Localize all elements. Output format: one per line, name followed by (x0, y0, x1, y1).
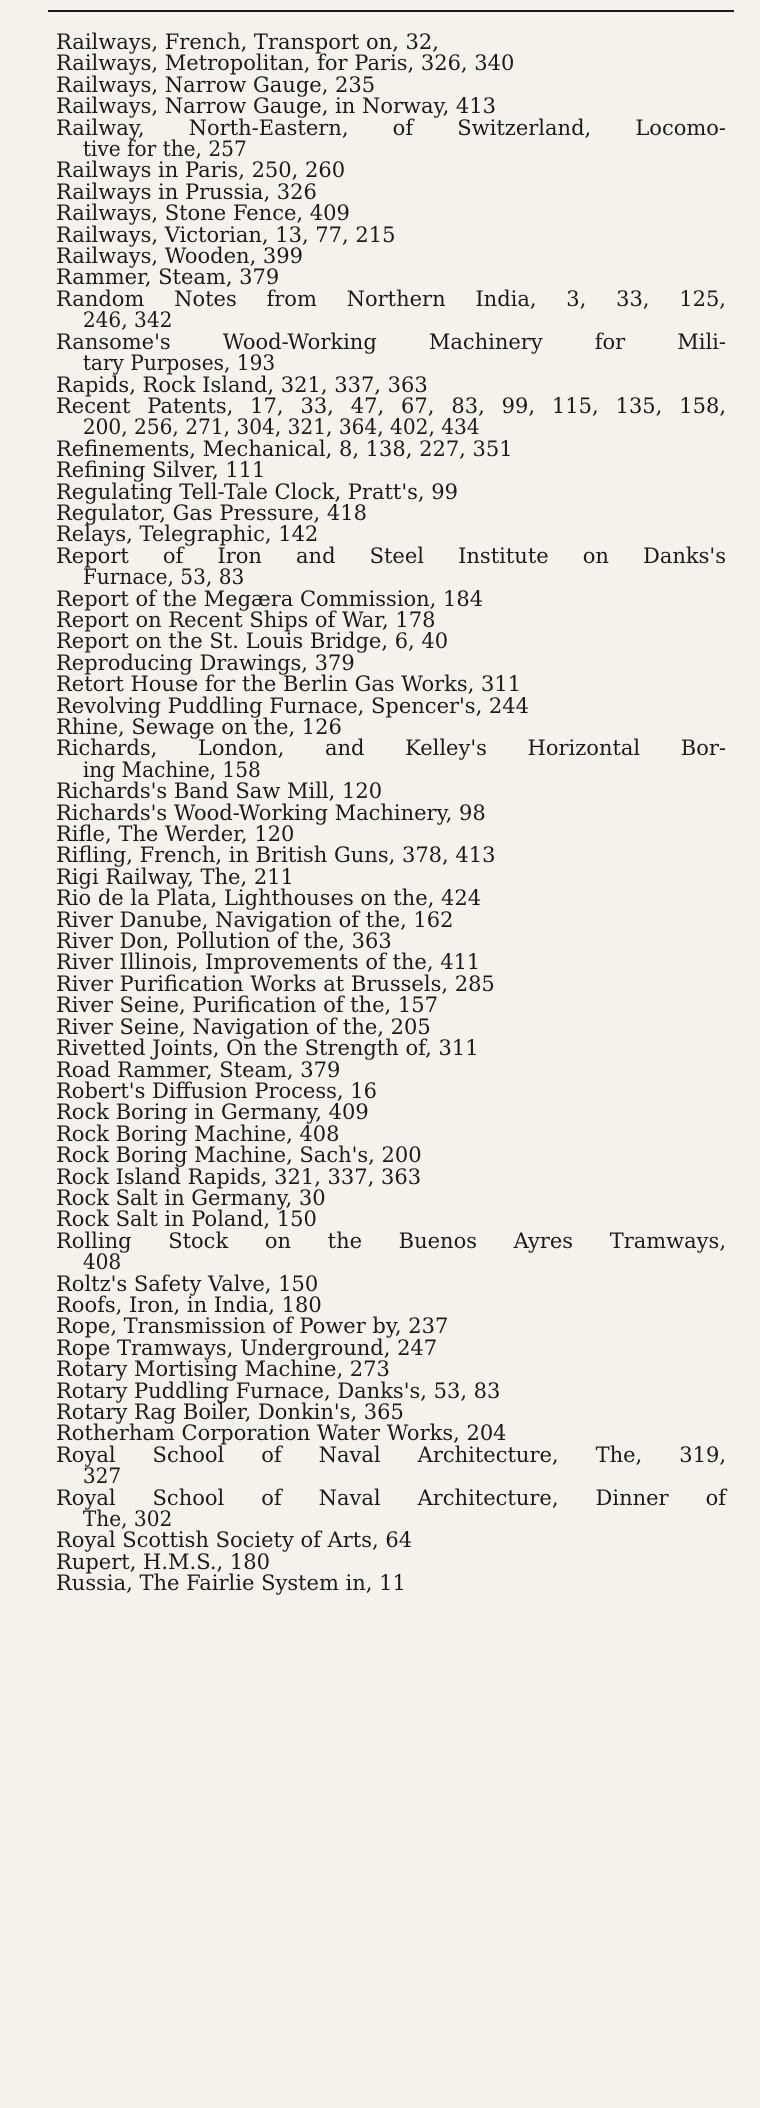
index-entry (56, 1549, 726, 1574)
index-entry (56, 586, 726, 611)
entry-text: Rock Island Rapids, 321, 337, 363 (56, 1164, 422, 1189)
entry-text: Richards's Band Saw Mill, 120 (56, 779, 383, 804)
index-entry (56, 1423, 726, 1444)
entry-text: River Illinois, Improvements of the, 411 (56, 950, 481, 975)
index-entry (56, 888, 726, 909)
index-entry (56, 393, 726, 440)
index-entry (56, 372, 726, 397)
top-rule (48, 10, 734, 12)
index-entry (56, 845, 726, 866)
index-entry (56, 96, 726, 117)
index-entry (56, 907, 726, 932)
index-entry (56, 460, 726, 481)
entry-text: Royal Scottish Society of Arts, 64 (56, 1528, 413, 1553)
index-list (56, 32, 726, 1595)
entry-text: Railways in Paris, 250, 260 (56, 158, 346, 183)
entry-text: Report of Iron and Steel Institute on Danks's (56, 543, 726, 568)
entry-text: Random Notes from Northern India, 3, 33, 125, (56, 286, 726, 311)
entry-text: Rolling Stock on the Buenos Ayres Tramways, (56, 1228, 726, 1253)
entry-continuation: 327 (82, 1464, 122, 1489)
entry-text: Royal School of Naval Architecture, The, 319, (56, 1442, 726, 1467)
index-entry (56, 1402, 726, 1423)
entry-text: Robert's Diffusion Process, 16 (56, 1078, 377, 1103)
entry-text: Rivetted Joints, On the Strength of, 311 (56, 1036, 479, 1061)
entry-text: Rope, Transmission of Power by, 237 (56, 1314, 449, 1339)
index-entry (56, 32, 726, 53)
index-entry (56, 72, 726, 97)
entry-text: Refining Silver, 111 (56, 458, 266, 483)
entry-text: Richards, London, and Kelley's Horizontal Bor- (56, 736, 726, 761)
index-entry (56, 1573, 726, 1594)
index-entry (56, 800, 726, 825)
entry-continuation: ing Machine, 158 (82, 757, 261, 782)
index-entry (56, 1485, 726, 1532)
entry-text: Royal School of Naval Architecture, Dinner of (56, 1485, 726, 1510)
index-entry (56, 781, 726, 802)
index-entry (56, 1145, 726, 1166)
index-entry (56, 1228, 726, 1275)
index-entry (56, 524, 726, 545)
entry-text: Regulating Tell-Tale Clock, Pratt's, 99 (56, 479, 458, 504)
entry-text: Railways, Narrow Gauge, in Norway, 413 (56, 94, 497, 119)
entry-text: Reproducing Drawings, 379 (56, 650, 355, 675)
index-entry (56, 1014, 726, 1039)
entry-text: Rio de la Plata, Lighthouses on the, 424 (56, 886, 482, 911)
entry-text: Railways, French, Transport on, 32, (56, 30, 439, 54)
entry-text: Railways in Prussia, 326 (56, 179, 317, 204)
entry-text: Russia, The Fairlie System in, 11 (56, 1571, 406, 1596)
entry-text: River Seine, Purification of the, 157 (56, 993, 438, 1018)
entry-text: Railways, Narrow Gauge, 235 (56, 72, 376, 97)
index-entry (56, 1335, 726, 1360)
entry-text: Revolving Puddling Furnace, Spencer's, 244 (56, 693, 530, 718)
index-entry (56, 1359, 726, 1380)
index-entry (56, 931, 726, 952)
index-entry (56, 650, 726, 675)
entry-text: Rock Salt in Germany, 30 (56, 1185, 326, 1210)
entry-text: Rifling, French, in British Guns, 378, 413 (56, 843, 496, 868)
index-entry (56, 1078, 726, 1103)
index-entry (56, 436, 726, 461)
entry-continuation: tary Purposes, 193 (82, 351, 276, 376)
entry-continuation: 246, 342 (82, 308, 173, 333)
entry-text: Rotary Mortising Machine, 273 (56, 1357, 390, 1382)
index-entry (56, 222, 726, 247)
entry-text: Rigi Railway, The, 211 (56, 864, 294, 889)
entry-text: River Purification Works at Brussels, 285 (56, 971, 495, 996)
index-entry (56, 824, 726, 845)
entry-text: Roltz's Safety Valve, 150 (56, 1271, 319, 1296)
entry-text: River Danube, Navigation of the, 162 (56, 907, 454, 932)
index-entry (56, 738, 726, 781)
entry-text: Report of the Megæra Commission, 184 (56, 586, 484, 611)
index-entry (56, 1057, 726, 1082)
index-entry (56, 160, 726, 181)
index-entry (56, 1292, 726, 1317)
entry-text: Rifle, The Werder, 120 (56, 822, 295, 847)
index-entry (56, 543, 726, 590)
entry-text: Recent Patents, 17, 33, 47, 67, 83, 99, 115, 135, 158, (56, 393, 726, 418)
entry-text: Rock Boring in Germany, 409 (56, 1100, 369, 1125)
entry-continuation: 408 (82, 1250, 122, 1275)
entry-text: Rope Tramways, Underground, 247 (56, 1335, 438, 1360)
index-entry (56, 1038, 726, 1059)
index-entry (56, 329, 726, 376)
index-entry (56, 1271, 726, 1296)
entry-text: Retort House for the Berlin Gas Works, 311 (56, 672, 522, 697)
entry-text: Railways, Metropolitan, for Paris, 326, 340 (56, 51, 515, 76)
index-entry (56, 53, 726, 74)
index-entry (56, 952, 726, 973)
entry-text: Richards's Wood-Working Machinery, 98 (56, 800, 486, 825)
entry-text: Rammer, Steam, 379 (56, 265, 280, 290)
entry-continuation: tive for the, 257 (82, 137, 247, 162)
index-entry (56, 479, 726, 504)
entry-text: Rock Boring Machine, 408 (56, 1121, 340, 1146)
entry-text: Roofs, Iron, in India, 180 (56, 1292, 322, 1317)
entry-text: Ransome's Wood-Working Machinery for Mili- (56, 329, 726, 354)
index-entry (56, 1185, 726, 1210)
entry-text: Regulator, Gas Pressure, 418 (56, 500, 367, 525)
index-entry (56, 1442, 726, 1489)
entry-continuation: Furnace, 53, 83 (82, 565, 245, 590)
entry-text: Rock Salt in Poland, 150 (56, 1207, 317, 1232)
entry-text: Rock Boring Machine, Sach's, 200 (56, 1143, 422, 1168)
index-entry (56, 246, 726, 267)
entry-text: Rapids, Rock Island, 321, 337, 363 (56, 372, 428, 397)
entry-text: River Seine, Navigation of the, 205 (56, 1014, 431, 1039)
entry-text: Rotary Rag Boiler, Donkin's, 365 (56, 1400, 404, 1424)
index-entry (56, 179, 726, 204)
entry-continuation: 200, 256, 271, 304, 321, 364, 402, 434 (82, 415, 480, 440)
index-entry (56, 1102, 726, 1123)
entry-text: Railways, Stone Fence, 409 (56, 201, 350, 226)
entry-text: Rupert, H.M.S., 180 (56, 1549, 270, 1574)
index-entry (56, 267, 726, 288)
index-entry (56, 674, 726, 695)
entry-text: Report on Recent Ships of War, 178 (56, 607, 436, 632)
entry-text: Relays, Telegraphic, 142 (56, 522, 319, 547)
index-entry (56, 286, 726, 333)
entry-text: Rotherham Corporation Water Works, 204 (56, 1421, 507, 1446)
index-entry (56, 971, 726, 996)
index-entry (56, 631, 726, 652)
index-entry (56, 115, 726, 162)
entry-text: Report on the St. Louis Bridge, 6, 40 (56, 629, 449, 654)
index-entry (56, 1209, 726, 1230)
entry-text: Refinements, Mechanical, 8, 138, 227, 351 (56, 436, 513, 461)
index-entry (56, 1378, 726, 1403)
index-entry (56, 1316, 726, 1337)
index-entry (56, 203, 726, 224)
entry-text: River Don, Pollution of the, 363 (56, 929, 392, 954)
entry-text: Rotary Puddling Furnace, Danks's, 53, 83 (56, 1378, 501, 1403)
index-entry (56, 693, 726, 718)
entry-text: Railways, Wooden, 399 (56, 244, 304, 269)
index-entry (56, 717, 726, 738)
index-entry (56, 1530, 726, 1551)
entry-text: Railway, North-Eastern, of Switzerland, Locomo- (56, 115, 726, 140)
index-entry (56, 995, 726, 1016)
index-entry (56, 1164, 726, 1189)
entry-text: Railways, Victorian, 13, 77, 215 (56, 222, 396, 247)
index-entry (56, 864, 726, 889)
entry-continuation: The, 302 (82, 1507, 173, 1532)
index-entry (56, 500, 726, 525)
index-entry (56, 1121, 726, 1146)
entry-text: Road Rammer, Steam, 379 (56, 1057, 341, 1082)
index-entry (56, 607, 726, 632)
entry-text: Rhine, Sewage on the, 126 (56, 715, 342, 739)
